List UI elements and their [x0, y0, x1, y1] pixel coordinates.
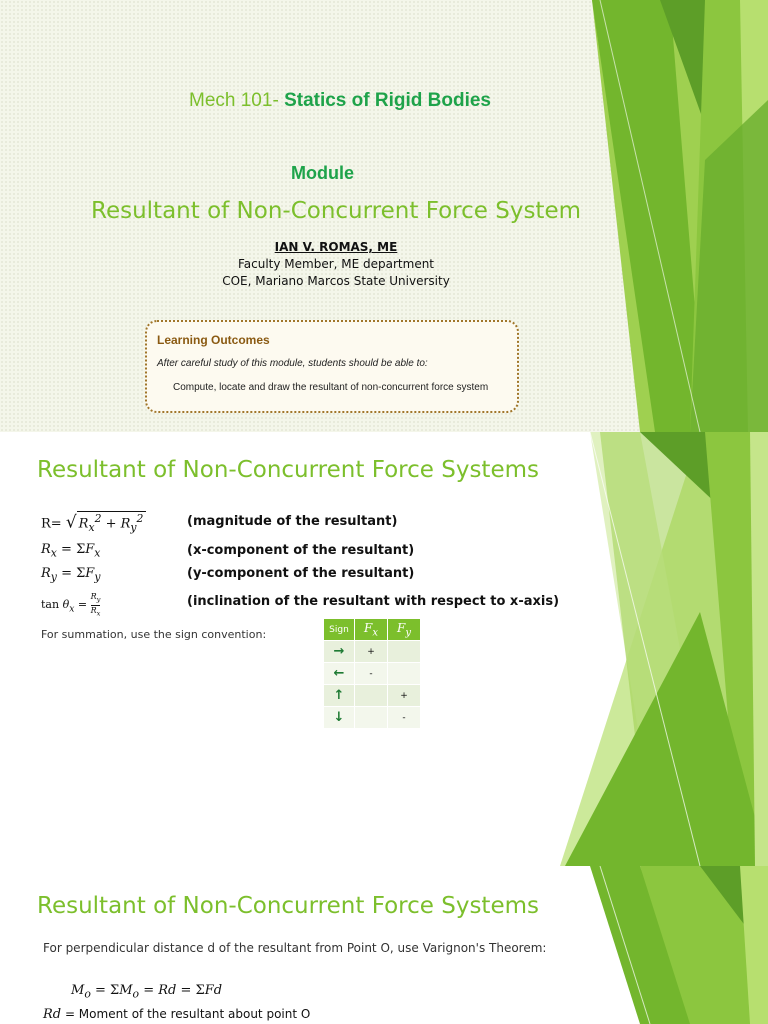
sign-convention-text: For summation, use the sign convention: [41, 628, 267, 641]
author-affiliation: COE, Mariano Marcos State University [222, 274, 450, 288]
formula-ry-desc: (y-component of the resultant) [187, 566, 415, 581]
formula-angle-desc: (inclination of the resultant with respect to x-axis) [187, 594, 560, 609]
table-row [324, 707, 421, 729]
arrow-up-icon: ↑ [324, 685, 355, 707]
author-block [0, 239, 672, 290]
table-row [324, 685, 421, 707]
arrow-left-icon: ← [324, 663, 355, 685]
table-header-row [324, 619, 421, 641]
learning-outcomes-heading: Learning Outcomes [157, 333, 270, 347]
formula-magnitude: R= √ $R_x^2 + R_y^2$ [41, 511, 146, 534]
course-title [0, 90, 680, 112]
slide-formulas [0, 432, 768, 866]
definition-text: = Moment of the resultant about point O [61, 1007, 311, 1021]
formula-rx: $R_x = \Sigma F_x$ [41, 542, 101, 560]
table-header-sign: Sign [324, 619, 355, 641]
learning-outcome-item: Compute, locate and draw the resultant of non-concurrent force system [173, 382, 489, 393]
author-role: Faculty Member, ME department [237, 257, 435, 271]
table-header-fx: $F_x$ [355, 619, 388, 641]
table-row [324, 663, 421, 685]
table-cell-fx [355, 685, 388, 707]
course-code: Mech 101- [189, 90, 279, 111]
formula-ry: $R_y = \Sigma F_y$ [41, 566, 101, 584]
learning-outcomes-box [145, 320, 519, 413]
table-cell-fy [388, 641, 421, 663]
arrow-right-icon: → [324, 641, 355, 663]
definition-term: Rd [43, 1007, 62, 1022]
varignon-paragraph: For perpendicular distance d of the resultant from Point O, use Varignon's Theorem: [43, 941, 547, 955]
table-cell-fy [388, 663, 421, 685]
formula-angle: $\tan \theta_x$ = $\frac{R_y}{R_x}$ [41, 592, 101, 618]
author-name: IAN V. ROMAS, ME [274, 240, 398, 254]
slide-title-text: Resultant of Non-Concurrent Force System [91, 198, 581, 224]
slide-varignon [0, 866, 768, 1024]
formula-rx-desc: (x-component of the resultant) [187, 543, 415, 558]
table-row [324, 641, 421, 663]
table-cell-fy: + [388, 685, 421, 707]
course-name: Statics of Rigid Bodies [284, 90, 491, 111]
slide-3-title: Resultant of Non-Concurrent Force Systems [37, 893, 539, 919]
formula-magnitude-desc: (magnitude of the resultant) [187, 514, 398, 529]
module-label: Module [291, 163, 354, 183]
moment-definition [43, 1007, 310, 1022]
slide-title [0, 0, 768, 432]
table-cell-fy: - [388, 707, 421, 729]
learning-outcomes-intro: After careful study of this module, students should be able to: [157, 358, 428, 369]
table-header-fy: $F_y$ [388, 619, 421, 641]
arrow-down-icon: ↓ [324, 707, 355, 729]
sign-convention-table [323, 618, 421, 729]
table-cell-fx: - [355, 663, 388, 685]
table-cell-fx [355, 707, 388, 729]
slide-2-title: Resultant of Non-Concurrent Force Systems [37, 457, 539, 483]
table-cell-fx: + [355, 641, 388, 663]
varignon-equation: $M_o = \Sigma M_o = Rd = \Sigma Fd$ [71, 983, 223, 1001]
